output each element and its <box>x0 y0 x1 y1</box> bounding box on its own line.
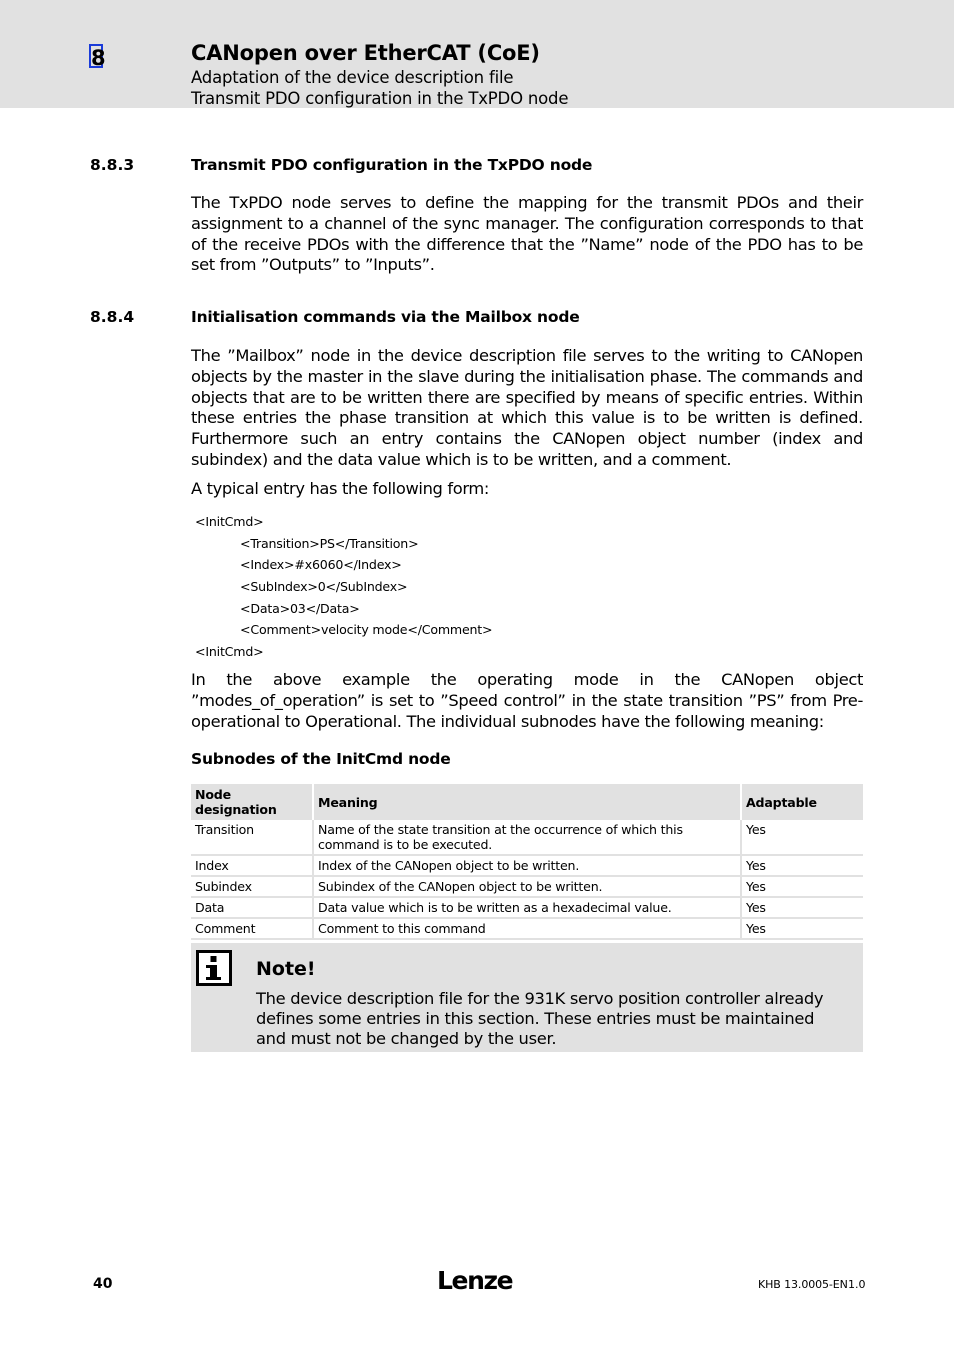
section-884-body-1: The ”Mailbox” node in the device description file serves to the writing to CANopen objects by the master in the slave during the initialisation phase. The commands and objects that are to be written there are specified by means of specific entries. Within these entries the phase transition at which this value is to be written is defined. Furthermore such an entry contains the CANopen object number (index and subindex) and the data value which is to be written, and a comment. <box>191 346 863 469</box>
section-883-title: Transmit PDO configuration in the TxPDO node <box>191 156 593 174</box>
table-cell: Data <box>191 897 313 918</box>
note-box <box>191 943 863 1052</box>
code-line-close: <InitCmd> <box>195 644 264 659</box>
section-884-body-3: In the above example the operating mode in the CANopen object ”modes_of_operation” is set to ”Speed control” in the state transition ”PS” from Pre-operational to Operational. The individual subnodes have the following meaning: <box>191 670 863 731</box>
table-cell: Index <box>191 855 313 876</box>
col-header-node-designation: Node designation <box>191 784 313 820</box>
table-cell: Data value which is to be written as a hexadecimal value. <box>313 897 741 918</box>
table-cell: Subindex <box>191 876 313 897</box>
table-row <box>191 918 863 939</box>
header-subtitle-1: Adaptation of the device description file <box>191 68 514 87</box>
table-caption: Subnodes of the InitCmd node <box>191 750 451 768</box>
table-cell: Yes <box>741 855 863 876</box>
code-line: <Index>#x6060</Index> <box>240 557 402 572</box>
code-line: <Comment>velocity mode</Comment> <box>240 622 493 637</box>
page-number: 40 <box>93 1276 113 1292</box>
section-883-body: The TxPDO node serves to define the mapping for the transmit PDOs and their assignment to a channel of the sync manager. The configuration corresponds to that of the receive PDOs with the difference that the ”Name” node of the PDO has to be set from ”Outputs” to ”Inputs”. <box>191 193 863 275</box>
table-cell: Yes <box>741 876 863 897</box>
table-cell: Yes <box>741 918 863 939</box>
table-cell: Subindex of the CANopen object to be written. <box>313 876 741 897</box>
section-883-number: 8.8.3 <box>90 156 135 174</box>
code-line: <Data>03</Data> <box>240 601 360 616</box>
document-id: KHB 13.0005-EN <box>758 1278 848 1291</box>
info-icon <box>196 950 232 986</box>
header-subtitle-2: Transmit PDO configuration in the TxPDO node <box>191 89 569 108</box>
chapter-number-badge[interactable]: 8 <box>91 46 106 70</box>
table-cell: Yes <box>741 897 863 918</box>
table-cell: Comment <box>191 918 313 939</box>
col-header-adaptable: Adaptable <box>741 784 863 820</box>
note-text: The device description file for the 931K servo position controller already defines some entries in this section. These entries must be maintained and must not be changed by the user. <box>256 989 824 1049</box>
lenze-logo: Lenze <box>437 1266 513 1295</box>
code-line-open: <InitCmd> <box>195 514 264 529</box>
table-row <box>191 897 863 918</box>
table-row <box>191 876 863 897</box>
subnodes-table <box>191 784 863 940</box>
chapter-title: CANopen over EtherCAT (CoE) <box>191 41 540 65</box>
document-version: 1.0 <box>848 1278 866 1291</box>
section-884-body-2: A typical entry has the following form: <box>191 479 490 498</box>
code-line: <SubIndex>0</SubIndex> <box>240 579 408 594</box>
table-cell: Transition <box>191 820 313 855</box>
code-line: <Transition>PS</Transition> <box>240 536 419 551</box>
col-header-meaning: Meaning <box>313 784 741 820</box>
table-cell: Comment to this command <box>313 918 741 939</box>
section-884-number: 8.8.4 <box>90 308 135 326</box>
table-cell: Index of the CANopen object to be written. <box>313 855 741 876</box>
table-cell: Yes <box>741 820 863 855</box>
table-header-row <box>191 784 863 820</box>
section-884-title: Initialisation commands via the Mailbox node <box>191 308 580 326</box>
table-row <box>191 855 863 876</box>
table-row <box>191 820 863 855</box>
note-title: Note! <box>256 958 316 980</box>
table-cell: Name of the state transition at the occurrence of which this command is to be executed. <box>313 820 741 855</box>
